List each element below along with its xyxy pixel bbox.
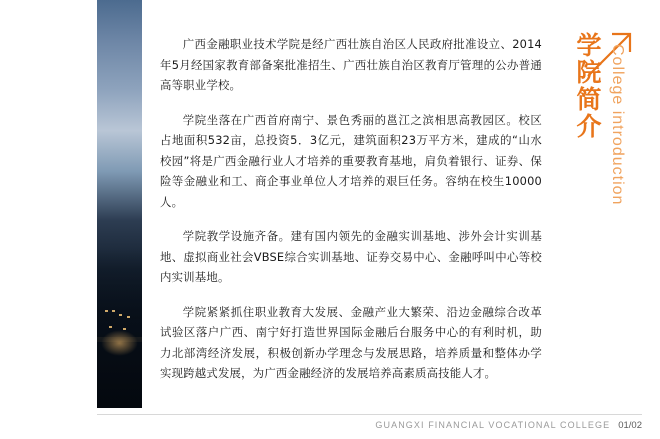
page-title-cn: 学院简介	[573, 32, 602, 140]
paragraph-3: 学院教学设施齐备。建有国内领先的金融实训基地、涉外会计实训基地、虚拟商业社会VBSE综合实训基地、证券交易中心、金融呼叫中心等校内实训基地。	[160, 229, 542, 284]
photo-window	[119, 314, 122, 316]
paragraph-1: 广西金融职业技术学院是经广西壮族自治区人民政府批准设立、2014年5月经国家教育部备案批准招生、广西壮族自治区教育厅管理的公办普通高等职业学校。	[160, 37, 542, 92]
photo-window	[127, 316, 130, 318]
page-title-en: College introduction	[609, 44, 626, 206]
introduction-body	[160, 34, 542, 384]
photo-window	[112, 310, 115, 312]
paragraph-4: 学院紧紧抓住职业教育大发展、金融产业大繁荣、沿边金融综合改革试验区落户广西、南宁好打造世界国际金融后台服务中心的有利时机，助力北部湾经济发展，积极创新办学理念与发展思路，培养质量和整体办学实现跨越式发展，为广西金融经济的发展培养高素质高技能人才。	[160, 304, 542, 380]
title-block	[546, 18, 642, 258]
footer-brand: GUANGXI FINANCIAL VOCATIONAL COLLEGE	[375, 420, 611, 430]
photo-window	[105, 310, 108, 312]
photo-window	[123, 328, 126, 330]
photo-glow	[101, 330, 138, 356]
campus-photo	[97, 0, 142, 408]
footer-divider	[97, 414, 642, 415]
paragraph-2: 学院坐落在广西首府南宁、景色秀丽的邕江之滨相思高教园区。校区占地面积532亩，总投资5．3亿元，建筑面积23万平方米，建成的“山水校园”将是广西金融行业人才培养的重要教育基地，肩负着银行、证券、保险等金融业和工、商企事业单位人才培养的艰巨任务。容纳在校生10000人。	[160, 112, 542, 209]
photo-window	[109, 326, 112, 328]
footer-page-number: 01/02	[618, 420, 642, 431]
footer	[375, 420, 642, 431]
photo-building-shadow	[97, 248, 142, 408]
